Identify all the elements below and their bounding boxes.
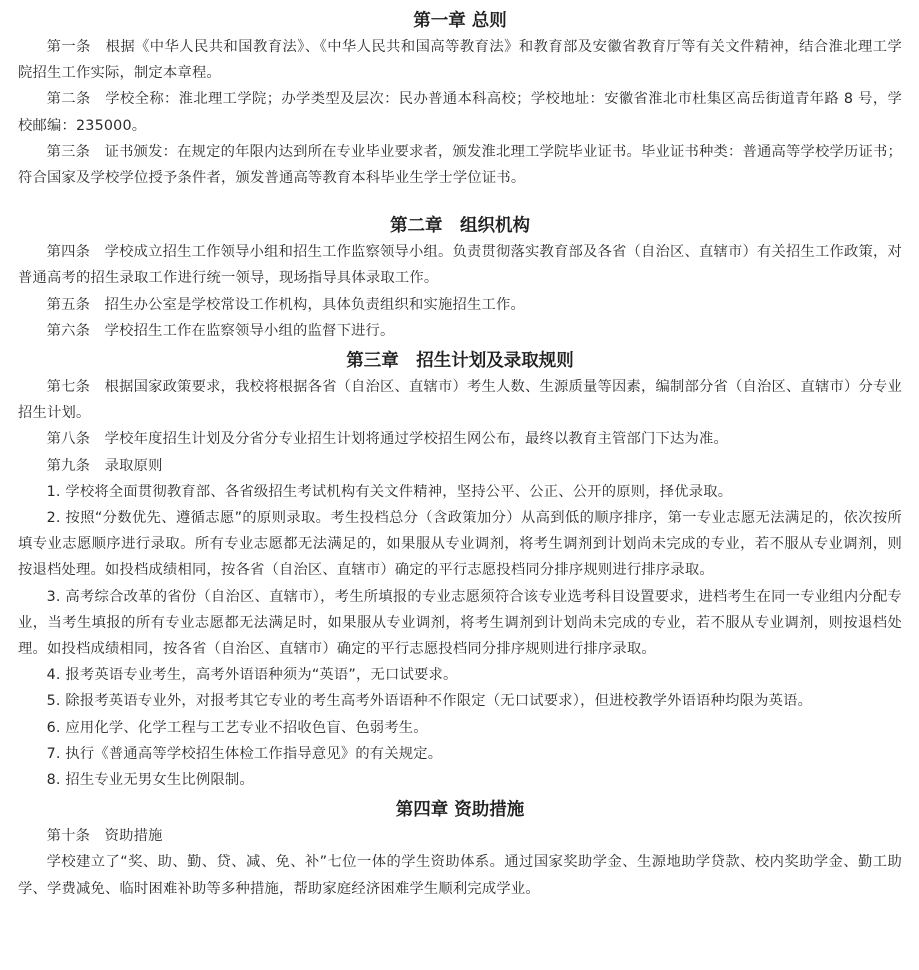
article-2: 第二条 学校全称：淮北理工学院；办学类型及层次：民办普通本科高校；学校地址：安徽省淮北市杜集区高岳街道青年路 8 号，学校邮编：235000。 — [18, 91, 902, 134]
article-9: 第九条 录取原则 — [46, 457, 163, 474]
admission-rule-1: 1. 学校将全面贯彻教育部、各省级招生考试机构有关文件精神，坚持公平、公正、公开的原则，择优录取。 — [46, 483, 733, 500]
admission-rule-5: 5. 除报考英语专业外，对报考其它专业的考生高考外语语种不作限定（无口试要求），但进校教学外语语种均限为英语。 — [46, 693, 813, 710]
chapter-4-title: 第四章 资助措施 — [395, 800, 525, 821]
chapter-2-title: 第二章 组织机构 — [390, 216, 530, 237]
article-5: 第五条 招生办公室是学校常设工作机构，具体负责组织和实施招生工作。 — [46, 296, 525, 313]
admission-rule-4: 4. 报考英语专业考生，高考外语语种须为“英语”，无口试要求。 — [46, 667, 458, 684]
admission-rule-3: 3. 高考综合改革的省份（自治区、直辖市），考生所填报的专业志愿须符合该专业选考科目设置要求，进档考生在同一专业组内分配专业，当考生填报的所有专业志愿都无法满足时，如果服从专业调剂，将考生调剂到计划尚未完成的专业，若不服从专业调剂，则按退档处理。如投档成绩相同，按各省（自治区、直辖市）确定的平行志愿投档同分排序规则进行排序录取。 — [18, 588, 902, 658]
admission-rule-7: 7. 执行《普通高等学校招生体检工作指导意见》的有关规定。 — [46, 745, 443, 762]
article-6: 第六条 学校招生工作在监察领导小组的监督下进行。 — [46, 322, 395, 339]
financial-aid-text: 学校建立了“奖、助、勤、贷、减、免、补”七位一体的学生资助体系。通过国家奖助学金、生源地助学贷款、校内奖助学金、勤工助学、学费减免、临时困难补助等多种措施，帮助家庭经济困难学生顺利完成学业。 — [18, 854, 902, 897]
article-8: 第八条 学校年度招生计划及分省分专业招生计划将通过学校招生网公布，最终以教育主管部门下达为准。 — [46, 431, 728, 448]
admission-rule-8: 8. 招生专业无男女生比例限制。 — [46, 772, 254, 789]
chapter-1-title: 第一章 总则 — [413, 11, 507, 31]
article-1: 第一条 根据《中华人民共和国教育法》、《中华人民共和国高等教育法》和教育部及安徽省教育厅等有关文件精神，结合淮北理工学院招生工作实际，制定本章程。 — [18, 39, 902, 82]
article-4: 第四条 学校成立招生工作领导小组和招生工作监察领导小组。负责贯彻落实教育部及各省（自治区、直辖市）有关招生工作政策，对普通高考的招生录取工作进行统一领导，现场指导具体录取工作。 — [18, 244, 902, 287]
admission-rule-6: 6. 应用化学、化学工程与工艺专业不招收色盲、色弱考生。 — [46, 719, 428, 736]
document-page — [18, 8, 902, 902]
article-7: 第七条 根据国家政策要求，我校将根据各省（自治区、直辖市）考生人数、生源质量等因素，编制部分省（自治区、直辖市）分专业招生计划。 — [18, 379, 902, 422]
article-3: 第三条 证书颁发：在规定的年限内达到所在专业毕业要求者，颁发淮北理工学院毕业证书。毕业证书种类：普通高等学校学历证书；符合国家及学校学位授予条件者，颁发普通高等教育本科毕业生学士学位证书。 — [18, 143, 902, 187]
section-spacer — [18, 191, 902, 213]
chapter-3-title: 第三章 招生计划及录取规则 — [346, 351, 574, 372]
article-10: 第十条 资助措施 — [46, 828, 163, 845]
admission-rule-2: 2. 按照“分数优先、遵循志愿”的原则录取。考生投档总分（含政策加分）从高到低的顺序排序，第一专业志愿无法满足的，依次按所填专业志愿顺序进行录取。所有专业志愿都无法满足的，如果服从专业调剂，将考生调剂到计划尚未完成的专业，若不服从专业调剂，则按退档处理。如投档成绩相同，按各省（自治区、直辖市）确定的平行志愿投档同分排序规则进行排序录取。 — [18, 510, 902, 579]
